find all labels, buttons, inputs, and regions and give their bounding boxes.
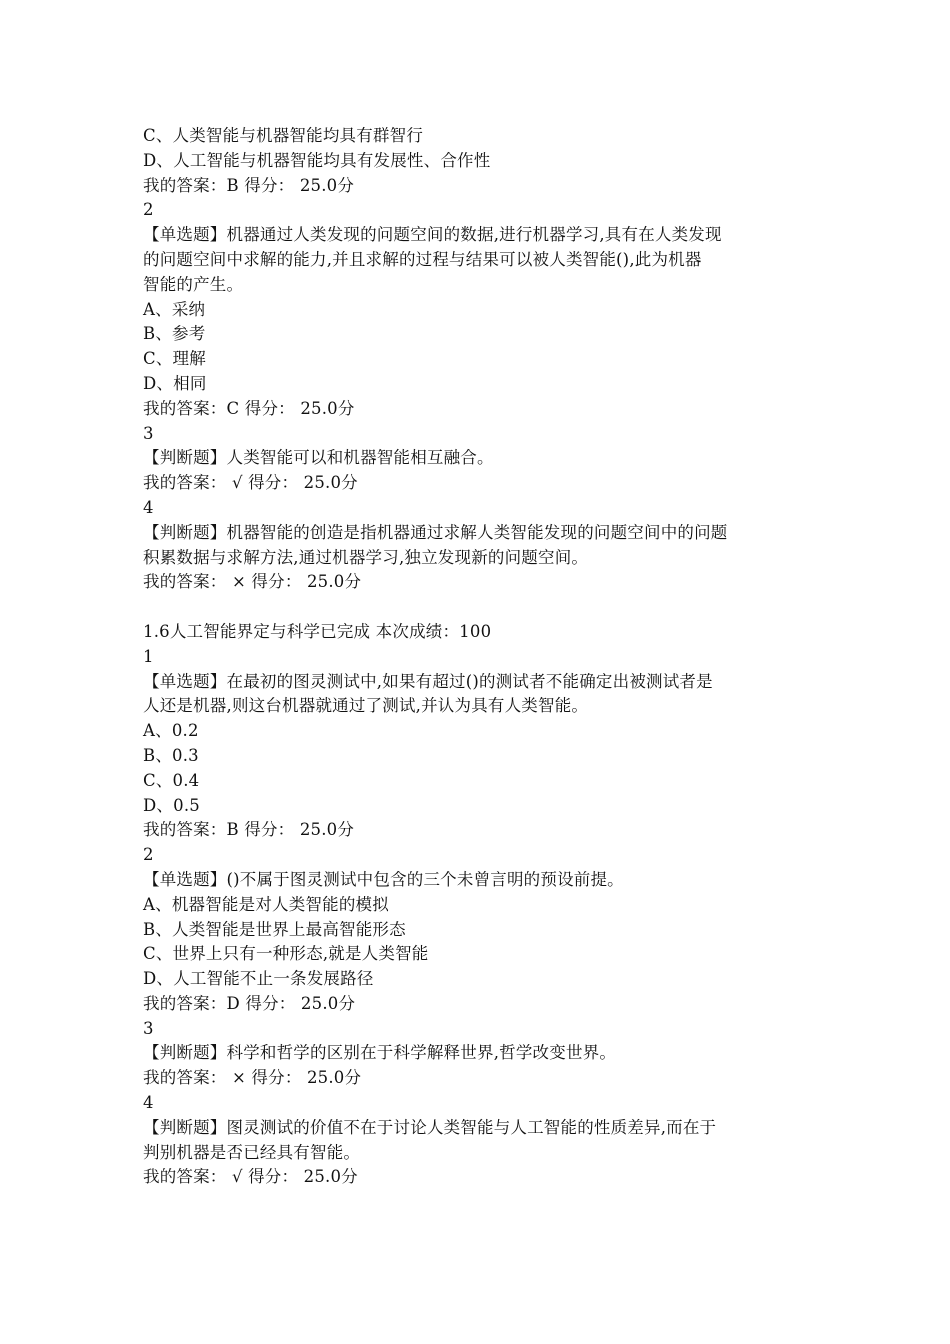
option-c: C、人类智能与机器智能均具有群智行 <box>143 126 424 145</box>
option-b: B、0.3 <box>143 745 199 765</box>
my-answer: 我的答案：B 得分： 25.0分 <box>143 175 355 195</box>
question-text: 的问题空间中求解的能力,并且求解的过程与结果可以被人类智能(),此为机器 <box>143 249 702 269</box>
question-number: 1 <box>143 646 154 666</box>
question-text: 判别机器是否已经具有智能。 <box>143 1142 361 1162</box>
my-answer: 我的答案：B 得分： 25.0分 <box>143 820 355 840</box>
question-text: 【单选题】在最初的图灵测试中,如果有超过()的测试者不能确定出被测试者是 <box>143 671 713 691</box>
question-text: 【判断题】人类智能可以和机器智能相互融合。 <box>143 448 494 468</box>
document-body <box>143 124 843 1190</box>
option-b: B、参考 <box>143 324 206 344</box>
question-text: 智能的产生。 <box>143 274 244 294</box>
option-d: D、相同 <box>143 373 207 393</box>
my-answer: 我的答案： √ 得分： 25.0分 <box>143 473 358 493</box>
my-answer: 我的答案：C 得分： 25.0分 <box>143 398 355 418</box>
option-c: C、理解 <box>143 349 206 369</box>
option-d: D、人工智能与机器智能均具有发展性、合作性 <box>143 150 491 170</box>
question-number: 2 <box>143 845 154 865</box>
option-d: D、0.5 <box>143 795 200 815</box>
option-d: D、人工智能不止一条发展路径 <box>143 969 374 989</box>
option-a: A、机器智能是对人类智能的模拟 <box>143 894 389 914</box>
option-c: C、0.4 <box>143 770 200 790</box>
section-title: 1.6人工智能界定与科学已完成 本次成绩：100 <box>143 621 492 641</box>
question-text: 【判断题】机器智能的创造是指机器通过求解人类智能发现的问题空间中的问题 <box>143 522 728 542</box>
blank-line <box>143 595 843 620</box>
question-number: 3 <box>143 423 154 443</box>
option-a: A、0.2 <box>143 721 199 741</box>
question-text: 【单选题】()不属于图灵测试中包含的三个未曾言明的预设前提。 <box>143 869 624 889</box>
question-number: 2 <box>143 200 154 220</box>
option-a: A、采纳 <box>143 299 206 319</box>
question-text: 【单选题】机器通过人类发现的问题空间的数据,进行机器学习,具有在人类发现 <box>143 225 722 245</box>
question-text: 积累数据与求解方法,通过机器学习,独立发现新的问题空间。 <box>143 547 589 567</box>
my-answer: 我的答案：D 得分： 25.0分 <box>143 993 356 1013</box>
my-answer: 我的答案： √ 得分： 25.0分 <box>143 1167 358 1187</box>
question-text: 人还是机器,则这台机器就通过了测试,并认为具有人类智能。 <box>143 696 589 716</box>
question-number: 4 <box>143 497 154 517</box>
option-b: B、人类智能是世界上最高智能形态 <box>143 919 406 939</box>
my-answer: 我的答案： × 得分： 25.0分 <box>143 572 362 592</box>
option-c: C、世界上只有一种形态,就是人类智能 <box>143 944 429 964</box>
question-number: 3 <box>143 1018 154 1038</box>
question-text: 【判断题】图灵测试的价值不在于讨论人类智能与人工智能的性质差异,而在于 <box>143 1117 717 1137</box>
question-text: 【判断题】科学和哲学的区别在于科学解释世界,哲学改变世界。 <box>143 1043 617 1063</box>
question-number: 4 <box>143 1093 154 1113</box>
my-answer: 我的答案： × 得分： 25.0分 <box>143 1068 362 1088</box>
